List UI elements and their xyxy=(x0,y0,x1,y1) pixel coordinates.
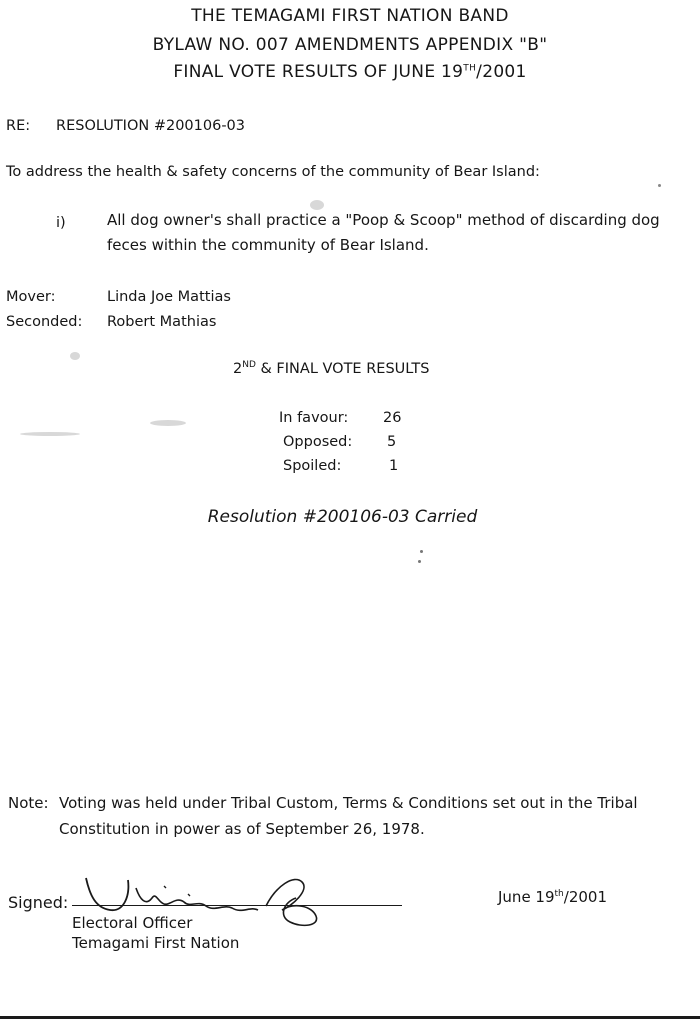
resolution-carried: Resolution #200106-03 Carried xyxy=(207,507,478,527)
signed-label: Signed: xyxy=(8,893,69,912)
doc-title-line-3: FINAL VOTE RESULTS OF JUNE 19TH/2001 xyxy=(173,62,527,82)
vote-value-spoiled: 1 xyxy=(389,458,399,474)
seconded-label: Seconded: xyxy=(6,314,83,330)
scan-speck xyxy=(20,432,80,436)
scan-speck xyxy=(310,200,324,210)
item-text: All dog owner's shall practice a "Poop & Scoop" method of discarding dog feces within the community of Bear Island. xyxy=(107,211,660,254)
vote-label-opposed: Opposed: xyxy=(283,434,353,450)
vote-label-spoiled: Spoiled: xyxy=(283,458,342,474)
note-label: Note: xyxy=(8,794,49,812)
mover-label: Mover: xyxy=(6,289,56,305)
note-line-1: Voting was held under Tribal Custom, Terms & Conditions set out in the Tribal xyxy=(59,794,638,812)
item-number: i) xyxy=(56,215,66,231)
doc-title-line-1: THE TEMAGAMI FIRST NATION BAND xyxy=(191,6,509,26)
re-label: RE: xyxy=(6,118,31,134)
scan-speck xyxy=(70,352,80,360)
results-heading: 2ND & FINAL VOTE RESULTS xyxy=(233,360,430,377)
signatory-title: Electoral Officer xyxy=(72,914,193,932)
scan-speck xyxy=(658,184,661,187)
scan-speck xyxy=(420,550,423,553)
vote-value-opposed: 5 xyxy=(387,434,397,450)
signed-date: June 19th/2001 xyxy=(498,888,607,906)
scan-speck xyxy=(150,420,186,426)
doc-title-line-2: BYLAW NO. 007 AMENDMENTS APPENDIX "B" xyxy=(152,35,548,55)
seconded-name: Robert Mathias xyxy=(107,314,217,330)
intro-text: To address the health & safety concerns of the community of Bear Island: xyxy=(6,164,540,180)
scan-speck xyxy=(418,560,421,563)
page-bottom-edge xyxy=(0,1016,700,1019)
note-line-2: Constitution in power as of September 26, 1978. xyxy=(59,820,425,838)
signatory-org: Temagami First Nation xyxy=(72,934,240,952)
resolution-number: RESOLUTION #200106-03 xyxy=(56,118,246,134)
vote-label-in-favour: In favour: xyxy=(279,410,349,426)
vote-value-in-favour: 26 xyxy=(383,410,402,426)
mover-name: Linda Joe Mattias xyxy=(107,289,231,305)
